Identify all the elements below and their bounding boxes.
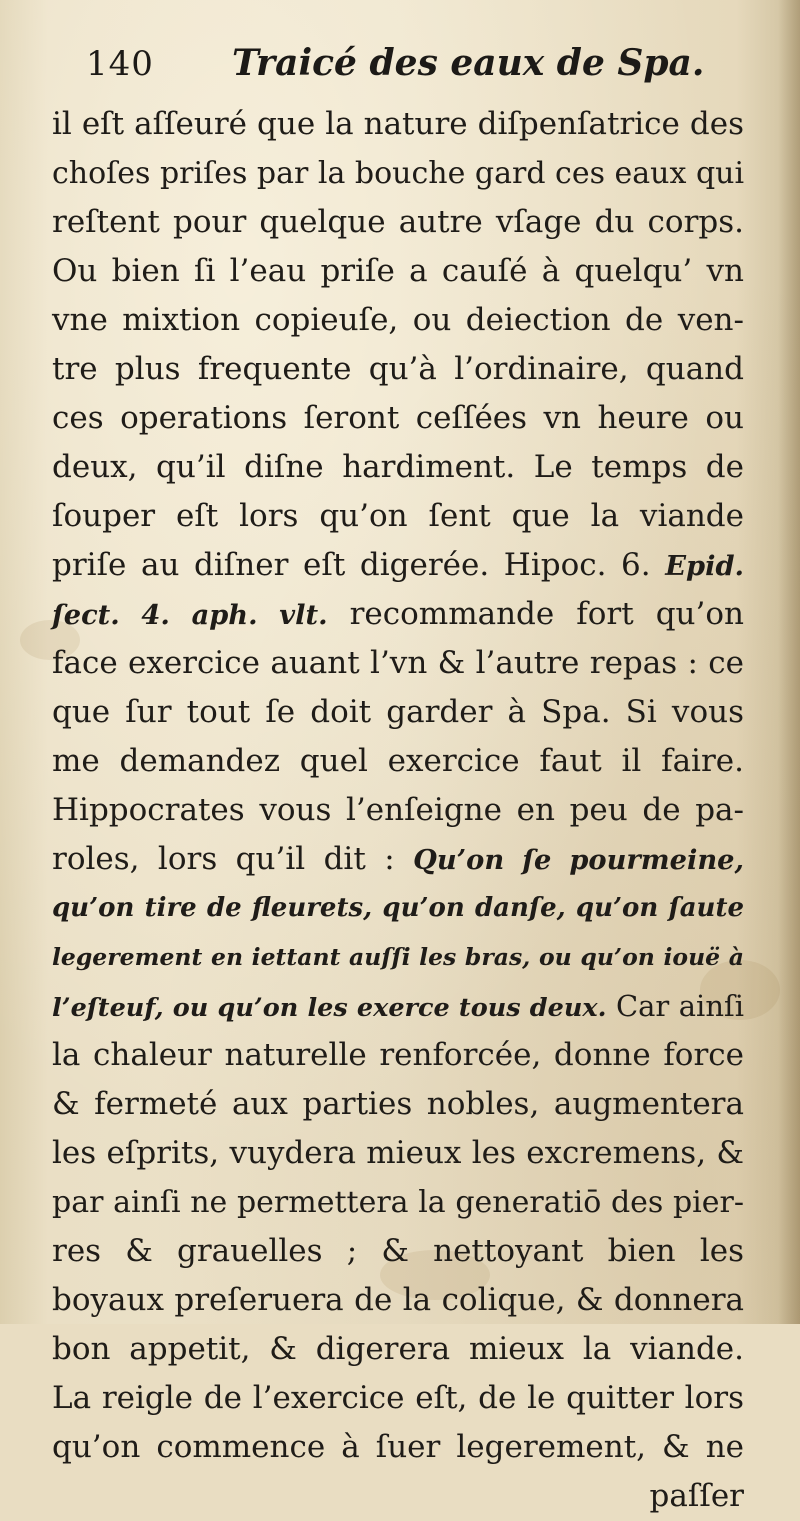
body-text bbox=[52, 100, 744, 1521]
text-run: choſes priſes par la bouche gard ces eaux qui bbox=[52, 156, 745, 191]
text-run: ces operations ſeront ceſſées vn heure ou bbox=[52, 400, 744, 436]
text-line bbox=[52, 296, 744, 345]
text-line bbox=[52, 1276, 744, 1325]
text-run: res & grauelles ; & nettoyant bien les bbox=[52, 1233, 744, 1269]
text-run: par ainſi ne permettera la generatiō des pier- bbox=[52, 1185, 744, 1220]
text-run: & fermeté aux parties nobles, augmentera bbox=[52, 1086, 744, 1122]
text-run: deux, qu’il diſne hardiment. Le temps de bbox=[52, 449, 744, 485]
italic-text-run: Qu’on ſe pourmeine, bbox=[413, 844, 745, 876]
italic-text-run: ſect. 4. aph. vlt. bbox=[52, 599, 328, 631]
text-run: priſe au diſner eſt digerée. Hipoc. 6. bbox=[52, 547, 666, 583]
page-number: 140 bbox=[86, 44, 154, 84]
text-line bbox=[52, 1129, 744, 1178]
text-line bbox=[52, 933, 744, 982]
text-run: ſouper eſt lors qu’on ſent que la viande bbox=[52, 498, 744, 534]
text-line bbox=[52, 149, 744, 198]
text-line bbox=[52, 394, 744, 443]
text-line bbox=[52, 688, 744, 737]
text-line bbox=[52, 492, 744, 541]
text-run: Car ainſi bbox=[606, 989, 745, 1023]
text-line bbox=[52, 1227, 744, 1276]
text-line bbox=[52, 1374, 744, 1423]
text-line bbox=[52, 1080, 744, 1129]
text-line bbox=[52, 1325, 744, 1374]
text-run: vne mixtion copieuſe, ou deiection de ven- bbox=[52, 302, 744, 338]
running-head bbox=[0, 36, 800, 96]
text-run: legerement en iettant auſſi les bras, ou qu’on iouë à bbox=[52, 943, 744, 971]
text-run: me demandez quel exercice faut il faire. bbox=[52, 743, 744, 779]
catchword: paſſer bbox=[649, 1478, 744, 1514]
text-run: face exercice auant l’vn & l’autre repas : ce bbox=[52, 645, 744, 681]
text-run: qu’on tire de fleurets, qu’on danſe, qu’on ſaute bbox=[52, 893, 744, 923]
text-run: bon appetit, & digerera mieux la viande. bbox=[52, 1331, 744, 1367]
text-run: il eſt aſſeuré que la nature diſpenſatrice des bbox=[52, 106, 744, 142]
text-line bbox=[52, 786, 744, 835]
text-line bbox=[52, 982, 744, 1031]
text-run: roles, lors qu’il dit : bbox=[52, 841, 414, 877]
text-run: les eſprits, vuydera mieux les excremens, & bbox=[52, 1135, 744, 1171]
text-line bbox=[52, 345, 744, 394]
text-run: tre plus frequente qu’à l’ordinaire, quand bbox=[52, 351, 744, 387]
text-run: reſtent pour quelque autre vſage du corps. bbox=[52, 204, 744, 240]
text-run: La reigle de l’exercice eſt, de le quitter lors bbox=[52, 1380, 744, 1416]
italic-text-run: l’eſteuf, ou qu’on les exerce tous deux. bbox=[52, 993, 607, 1023]
text-run: qu’on commence à ſuer legerement, & ne bbox=[52, 1429, 744, 1465]
text-line bbox=[52, 1423, 744, 1472]
text-line bbox=[52, 100, 744, 149]
text-line bbox=[52, 1031, 744, 1080]
text-run: que ſur tout ſe doit garder à Spa. Si vous bbox=[52, 694, 744, 730]
text-run: boyaux preſeruera de la colique, & donnera bbox=[52, 1282, 744, 1318]
text-run: Hippocrates vous l’enſeigne en peu de pa- bbox=[52, 792, 744, 828]
text-line bbox=[52, 247, 744, 296]
text-line bbox=[52, 1178, 744, 1227]
text-run: la chaleur naturelle renforcée, donne force bbox=[52, 1037, 744, 1073]
text-run: Ou bien ſi l’eau priſe a cauſé à quelqu’ vn bbox=[52, 253, 744, 289]
italic-text-run: Epid. bbox=[665, 550, 744, 582]
text-line bbox=[52, 639, 744, 688]
text-run: recommande fort qu’on bbox=[327, 596, 744, 632]
text-line bbox=[52, 541, 744, 590]
text-line bbox=[52, 737, 744, 786]
text-line bbox=[52, 884, 744, 933]
text-line bbox=[52, 443, 744, 492]
text-line bbox=[52, 198, 744, 247]
text-line bbox=[52, 590, 744, 639]
text-line bbox=[52, 835, 744, 884]
page-edge-shadow bbox=[778, 0, 800, 1324]
running-title: Traicé des eaux de Spa. bbox=[232, 42, 705, 84]
